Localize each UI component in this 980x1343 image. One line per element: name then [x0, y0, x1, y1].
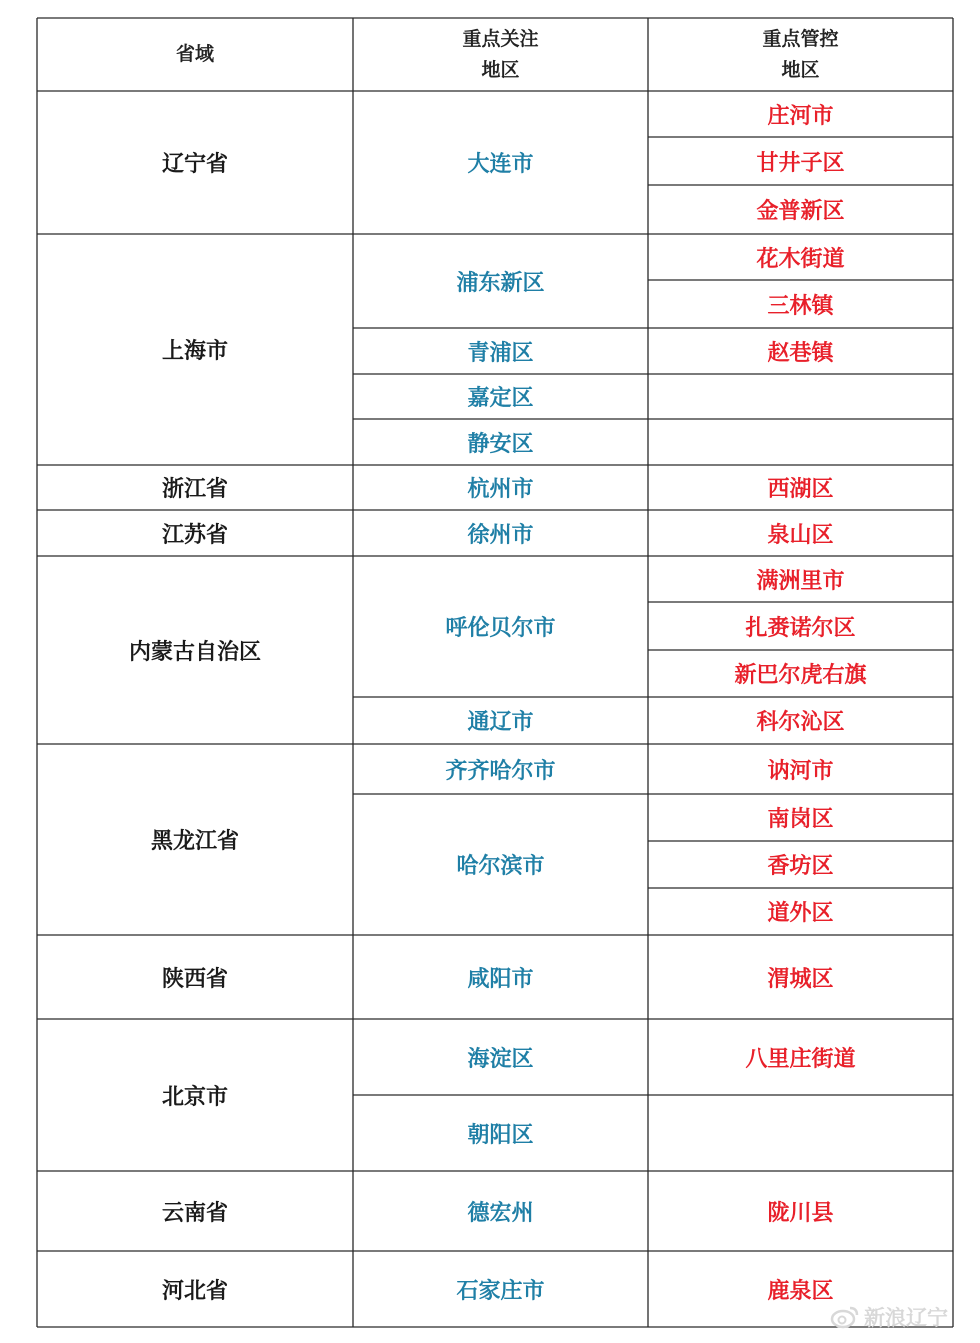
province-cell: 河北省 [161, 1278, 228, 1304]
province-cell: 云南省 [161, 1200, 228, 1226]
header-control-line: 地区 [781, 58, 820, 81]
control-area-cell: 甘井子区 [756, 150, 845, 176]
focus-area-cell: 嘉定区 [467, 386, 534, 411]
control-area-cell: 泉山区 [767, 522, 834, 548]
control-area-cell: 赵巷镇 [767, 340, 834, 366]
province-cell: 内蒙古自治区 [128, 639, 261, 665]
control-area-cell: 香坊区 [767, 854, 834, 879]
control-area-cell: 西湖区 [767, 477, 834, 502]
header-province: 省域 [175, 43, 214, 65]
header-focus [353, 18, 648, 91]
control-area-cell: 讷河市 [767, 758, 834, 784]
focus-area-cell: 海淀区 [467, 1046, 534, 1072]
province-cell: 上海市 [161, 339, 228, 364]
control-area-cell: 满洲里市 [756, 568, 845, 594]
province-cell: 陕西省 [161, 966, 228, 992]
control-area-cell: 新巴尔虎右旗 [734, 663, 867, 688]
focus-area-cell: 石家庄市 [456, 1278, 545, 1304]
header-control-line: 重点管控 [762, 27, 839, 50]
weibo-icon [830, 1305, 860, 1329]
header-control [648, 18, 953, 91]
watermark [830, 1302, 948, 1332]
header-focus-line: 地区 [481, 58, 520, 81]
focus-area-cell: 浦东新区 [456, 270, 545, 296]
focus-area-cell: 大连市 [467, 152, 534, 177]
focus-area-cell: 青浦区 [467, 340, 534, 366]
focus-area-cell: 德宏州 [467, 1200, 534, 1226]
control-area-cell: 科尔沁区 [756, 710, 845, 735]
province-cell: 浙江省 [161, 477, 228, 502]
focus-area-cell: 杭州市 [467, 477, 534, 502]
focus-area-cell: 朝阳区 [467, 1122, 534, 1148]
control-area-cell: 陇川县 [767, 1200, 834, 1226]
province-cell: 辽宁省 [161, 152, 228, 177]
focus-area-cell: 通辽市 [467, 710, 534, 735]
focus-area-cell: 静安区 [467, 431, 534, 457]
control-area-cell: 道外区 [767, 901, 834, 926]
control-area-cell: 扎赉诺尔区 [745, 615, 856, 641]
focus-area-cell: 呼伦贝尔市 [445, 616, 556, 641]
control-area-cell: 花木街道 [756, 246, 845, 272]
focus-area-cell: 齐齐哈尔市 [445, 758, 556, 784]
watermark-text: 新浪辽宁 [864, 1306, 948, 1330]
focus-area-cell: 徐州市 [467, 522, 534, 548]
province-cell: 黑龙江省 [150, 829, 239, 854]
control-area-cell: 南岗区 [767, 807, 834, 832]
control-area-cell: 渭城区 [767, 966, 834, 992]
control-area-cell: 金普新区 [756, 199, 845, 224]
province-cell: 北京市 [161, 1084, 228, 1110]
header-focus-line: 重点关注 [462, 27, 539, 50]
control-area-cell: 鹿泉区 [767, 1278, 834, 1304]
control-area-cell: 庄河市 [767, 103, 834, 129]
focus-area-cell: 咸阳市 [467, 966, 534, 992]
province-cell: 江苏省 [161, 522, 228, 548]
control-area-cell: 八里庄街道 [745, 1046, 856, 1072]
focus-area-cell: 哈尔滨市 [456, 854, 545, 879]
control-area-cell: 三林镇 [767, 293, 834, 319]
